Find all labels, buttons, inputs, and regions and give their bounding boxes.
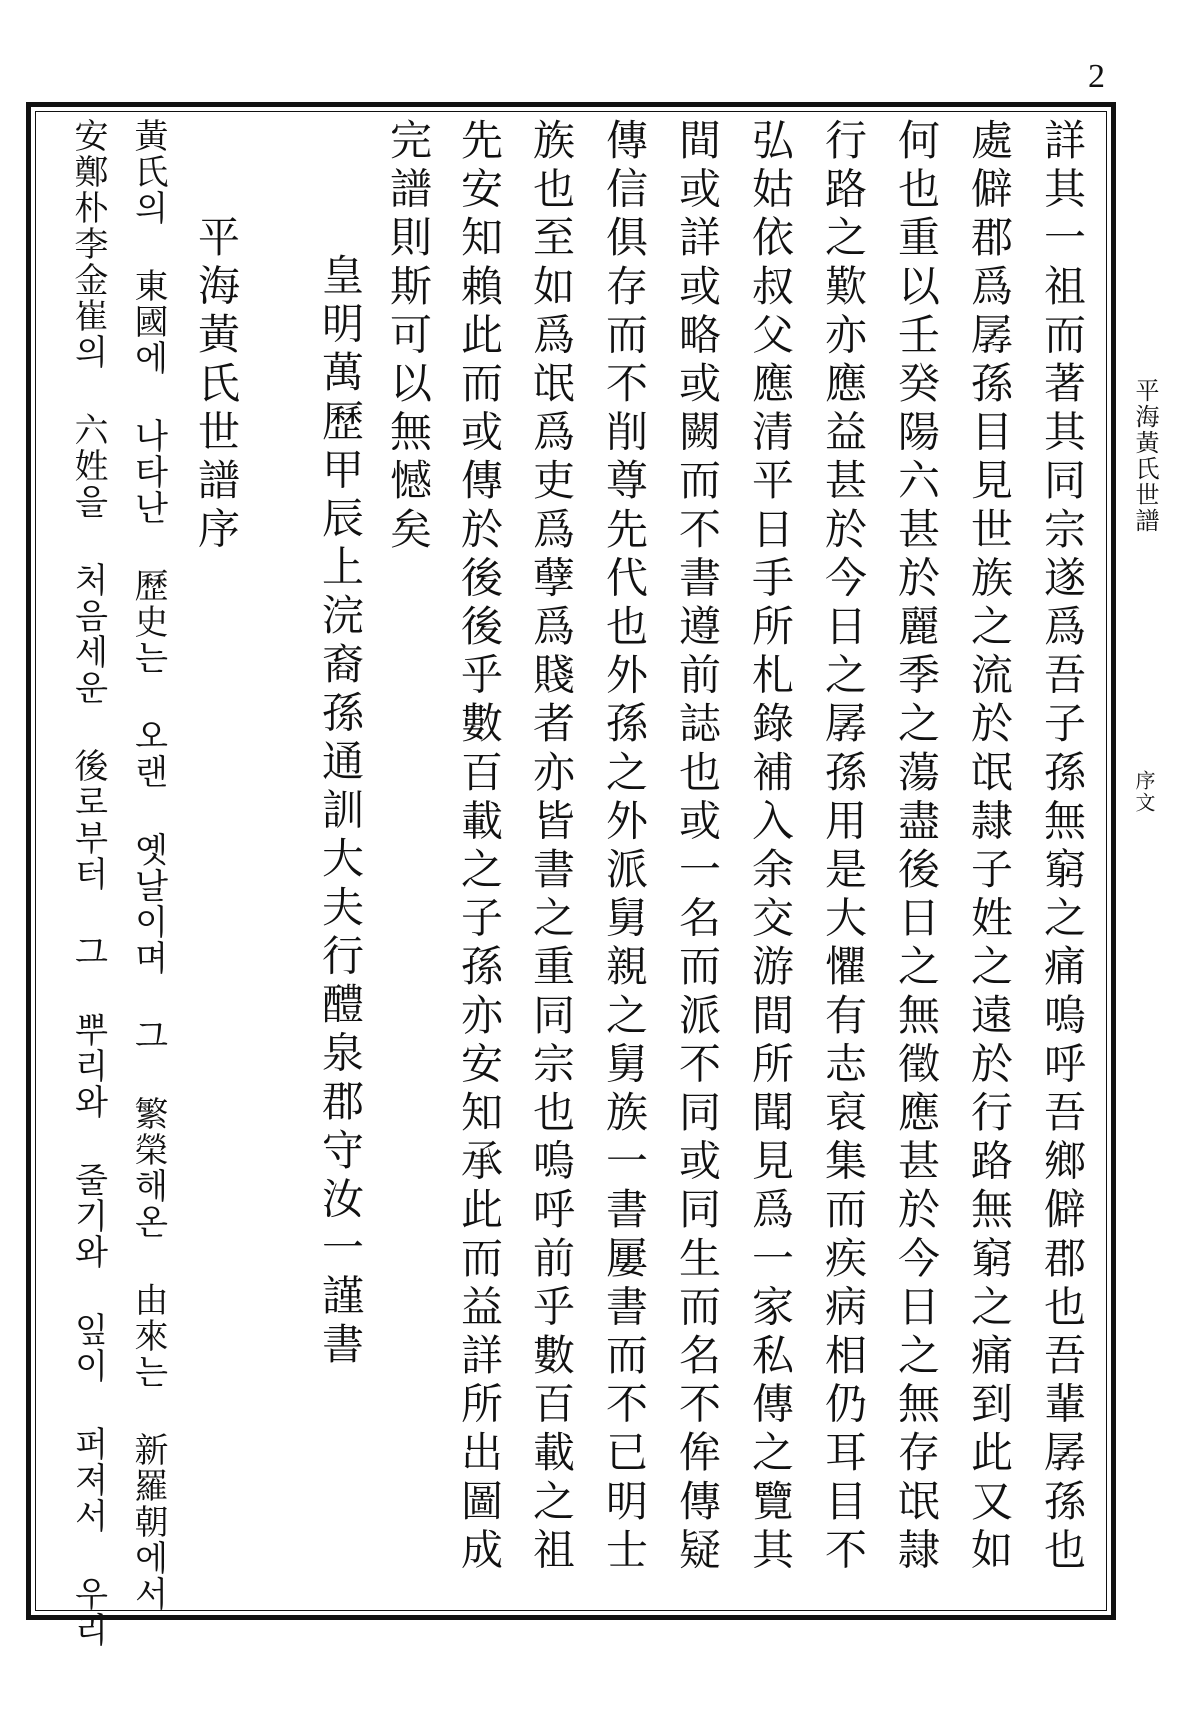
preface-column-8: 族也至如爲氓爲吏爲孽爲賤者亦皆書之重同宗也嗚呼前乎數百載之祖 xyxy=(527,118,576,1576)
translation-title: 平海黃氏世譜序 xyxy=(192,215,241,556)
preface-column-3: 何也重以壬癸陽六甚於麗季之蕩盡後日之無徵應甚於今日之無存氓隷 xyxy=(892,118,941,1576)
preface-column-1: 詳其一祖而著其同宗遂爲吾子孫無窮之痛嗚呼吾鄉僻郡也吾輩孱孫也 xyxy=(1038,118,1087,1576)
preface-column-10: 完譜則斯可以無憾矣 xyxy=(384,118,433,556)
preface-column-5: 弘姑依叔父應清平日手所札錄補入余交游間所聞見爲一家私傳之覽其 xyxy=(746,118,795,1576)
preface-column-9: 先安知賴此而或傳於後後乎數百載之子孫亦安知承此而益詳所出圖成 xyxy=(455,118,504,1576)
margin-book-title: 平海黃氏世譜 xyxy=(1131,378,1159,534)
preface-column-6: 間或詳或略或闕而不書遵前誌也或一名而派不同或同生而名不侔傳疑 xyxy=(673,118,722,1576)
preface-column-4: 行路之歎亦應益甚於今日之孱孫用是大懼有志裒集而疾病相仍耳目不 xyxy=(819,118,868,1576)
translation-line-1: 黃氏의 東國에 나타난 歷史는 오랜 옛날이며 그 繁榮해온 由來는 新羅朝에서 xyxy=(128,118,168,1612)
preface-column-7: 傳信俱存而不削尊先代也外孫之外派舅親之舅族一書屢書而不已明士 xyxy=(600,118,649,1576)
page-number: 2 xyxy=(1088,58,1105,95)
translation-line-2: 安鄭朴李金崔의 六姓을 처음세운 後로부터 그 뿌리와 줄기와 잎이 퍼져서 우리 xyxy=(68,118,108,1648)
preface-column-2: 處僻郡爲孱孫目見世族之流於氓隷子姓之遠於行路無窮之痛到此又如 xyxy=(965,118,1014,1576)
signature-line: 皇明萬歷甲辰上浣裔孫通訓大夫行醴泉郡守汝一謹書 xyxy=(316,253,365,1371)
margin-section-label: 序文 xyxy=(1132,770,1156,814)
